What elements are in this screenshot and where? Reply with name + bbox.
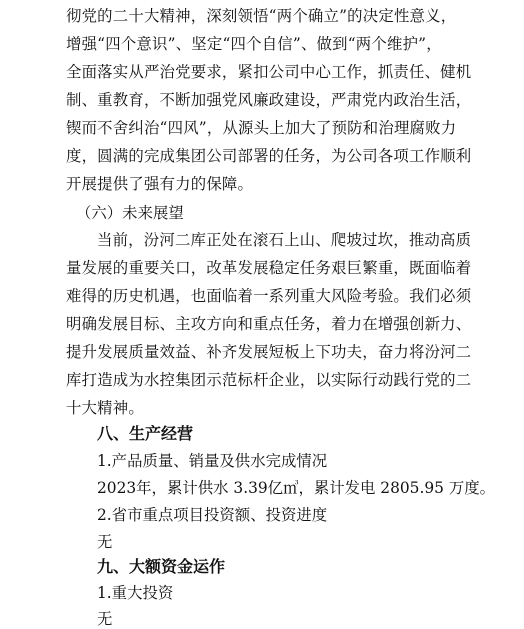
paragraph-line: 制、重教育，不断加强党风廉政建设，严肃党内政治生活， <box>66 91 472 109</box>
paragraph-line: 锲而不舍纠治“四风”，从源头上加大了预防和治理腐败力 <box>66 119 457 137</box>
section-heading: （六）未来展望 <box>76 204 184 222</box>
list-item: 1.产品质量、销量及供水完成情况 <box>97 452 328 470</box>
list-item: 1.重大投资 <box>97 584 174 602</box>
paragraph-line: 开展提供了强有力的保障。 <box>66 175 254 193</box>
paragraph-line: 量发展的重要关口，改革发展稳定任务艰巨繁重，既面临着 <box>66 259 472 277</box>
paragraph-line: 难得的历史机遇，也面临着一系列重大风险考验。我们必须 <box>66 287 472 305</box>
paragraph-line: 无 <box>97 533 113 551</box>
paragraph-line: 彻党的二十大精神，深刻领悟“两个确立”的决定性意义， <box>66 7 457 25</box>
section-heading: 九、大额资金运作 <box>97 557 226 576</box>
paragraph-line: 度，圆满的完成集团公司部署的任务，为公司各项工作顺利 <box>66 147 472 165</box>
paragraph-line: 当前，汾河二库正处在滚石上山、爬坡过坎，推动高质 <box>97 231 472 249</box>
paragraph-line: 明确发展目标、主攻方向和重点任务，着力在增强创新力、 <box>66 315 472 333</box>
paragraph-line: 2023年，累计供水 3.39亿㎥，累计发电 2805.95 万度。 <box>97 479 496 497</box>
section-heading: 八、生产经营 <box>97 424 194 443</box>
paragraph-line: 提升发展质量效益、补齐发展短板上下功夫，奋力将汾河二 <box>66 343 472 361</box>
paragraph-line: 增强“四个意识”、坚定“四个自信”、做到“两个维护”， <box>66 35 442 53</box>
paragraph-line: 十大精神。 <box>66 399 144 417</box>
list-item: 2.省市重点项目投资额、投资进度 <box>97 506 328 524</box>
paragraph-line: 全面落实从严治党要求，紧扣公司中心工作，抓责任、健机 <box>66 63 472 81</box>
paragraph-line: 库打造成为水控集团示范标杆企业，以实际行动践行党的二 <box>66 371 472 389</box>
paragraph-line: 无 <box>97 610 113 628</box>
